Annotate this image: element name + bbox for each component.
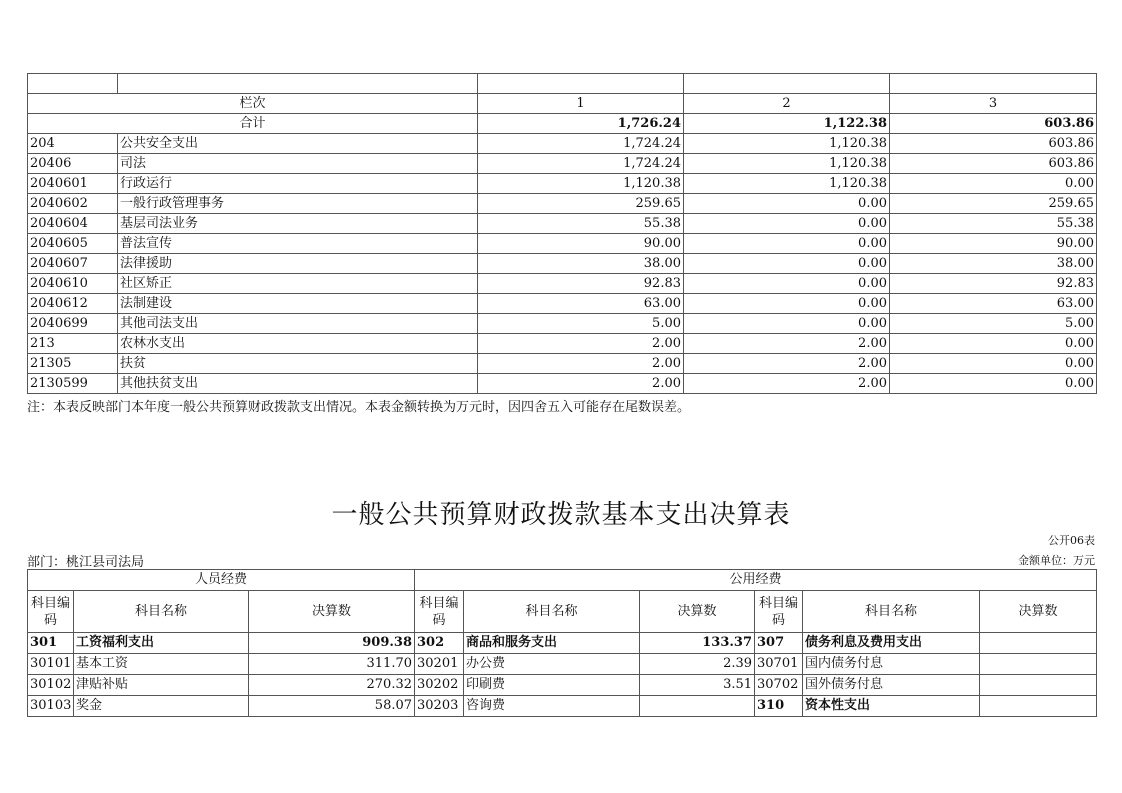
cell-c-code: 30702: [755, 675, 803, 696]
cell-c1: 1,724.24: [478, 154, 684, 174]
table-row: [28, 134, 1097, 154]
cell-c2: 2.00: [684, 354, 890, 374]
cell-c-amt: [980, 696, 1097, 717]
cell-c2: 2.00: [684, 334, 890, 354]
cell-c-amt: [980, 654, 1097, 675]
cell-b-amt: [640, 696, 755, 717]
column-number-row: [28, 94, 1097, 114]
total-row: [28, 114, 1097, 134]
cell-c1: 92.83: [478, 274, 684, 294]
cell-name: 普法宣传: [118, 234, 478, 254]
cell-c2: 0.00: [684, 294, 890, 314]
cell-c1: 2.00: [478, 354, 684, 374]
cell-b-amt: 3.51: [640, 675, 755, 696]
cell-c3: 603.86: [890, 154, 1097, 174]
cell-c3: 5.00: [890, 314, 1097, 334]
cell-c-name: 债务利息及费用支出: [803, 633, 980, 654]
cell-c3: 0.00: [890, 334, 1097, 354]
table-row: [28, 274, 1097, 294]
cell-b-amt: 2.39: [640, 654, 755, 675]
cell-c-code: 30701: [755, 654, 803, 675]
cell-code: 2040612: [28, 294, 118, 314]
expenditure-table: [27, 73, 1097, 394]
cell-a-code: 30102: [28, 675, 74, 696]
cell-code: 2040699: [28, 314, 118, 334]
table-row: [28, 234, 1097, 254]
cell-c2: 0.00: [684, 314, 890, 334]
cell-code: 2040601: [28, 174, 118, 194]
cell-b-code: 30202: [415, 675, 464, 696]
table-row: [28, 696, 1097, 717]
cell-a-name: 津贴补贴: [74, 675, 249, 696]
cell-c-code: 310: [755, 696, 803, 717]
cell-c1: 2.00: [478, 374, 684, 394]
column-number-2: 2: [684, 94, 890, 114]
table-row: [28, 214, 1097, 234]
cell-c-code: 307: [755, 633, 803, 654]
cell-b-amt: 133.37: [640, 633, 755, 654]
cell-code: 21305: [28, 354, 118, 374]
cell-c2: 0.00: [684, 254, 890, 274]
col-amount-header: 决算数: [980, 591, 1097, 633]
unit-label: 金额单位：万元: [1018, 554, 1095, 567]
cell-a-amt: 311.70: [249, 654, 415, 675]
table-row: [28, 654, 1097, 675]
column-number-1: 1: [478, 94, 684, 114]
cell-code: 213: [28, 334, 118, 354]
cell-code: 2040610: [28, 274, 118, 294]
cell-c3: 90.00: [890, 234, 1097, 254]
cell-name: 其他扶贫支出: [118, 374, 478, 394]
cell-code: 204: [28, 134, 118, 154]
cell-name: 农林水支出: [118, 334, 478, 354]
column-index-label: 栏次: [28, 94, 478, 114]
col-name-header: 科目名称: [464, 591, 640, 633]
table-row: [28, 174, 1097, 194]
cell-c2: 0.00: [684, 194, 890, 214]
cell-a-code: 301: [28, 633, 74, 654]
cell-b-code: 30203: [415, 696, 464, 717]
cell-b-name: 咨询费: [464, 696, 640, 717]
total-value-1: 1,726.24: [478, 114, 684, 134]
table-row: [28, 374, 1097, 394]
cell-name: 司法: [118, 154, 478, 174]
col-code-header: 科目编码: [415, 591, 464, 633]
cell-name: 其他司法支出: [118, 314, 478, 334]
table-row: [28, 154, 1097, 174]
cell-name: 社区矫正: [118, 274, 478, 294]
cell-c2: 1,120.38: [684, 134, 890, 154]
cell-name: 公共安全支出: [118, 134, 478, 154]
cell-c3: 0.00: [890, 174, 1097, 194]
cell-a-name: 基本工资: [74, 654, 249, 675]
cell-c2: 0.00: [684, 214, 890, 234]
cell-c-amt: [980, 633, 1097, 654]
table-row: [28, 294, 1097, 314]
cell-c2: 1,120.38: [684, 154, 890, 174]
col-amount-header: 决算数: [249, 591, 415, 633]
table-note: 注：本表反映部门本年度一般公共预算财政拨款支出情况。本表金额转换为万元时，因四舍五入可能存在尾数误差。: [27, 400, 691, 415]
table-row: [28, 254, 1097, 274]
cell-code: 2130599: [28, 374, 118, 394]
table-row: [28, 194, 1097, 214]
cell-c2: 0.00: [684, 274, 890, 294]
total-label: 合计: [28, 114, 478, 134]
cell-a-code: 30103: [28, 696, 74, 717]
cell-code: 2040602: [28, 194, 118, 214]
cell-c1: 55.38: [478, 214, 684, 234]
department-label: 部门：桃江县司法局: [27, 555, 145, 570]
cell-name: 一般行政管理事务: [118, 194, 478, 214]
table-row: [28, 354, 1097, 374]
cell-code: 20406: [28, 154, 118, 174]
group-public: 公用经费: [415, 570, 1097, 591]
cell-c1: 1,120.38: [478, 174, 684, 194]
cell-a-amt: 909.38: [249, 633, 415, 654]
col-name-header: 科目名称: [74, 591, 249, 633]
cell-c3: 259.65: [890, 194, 1097, 214]
col-code-header: 科目编码: [755, 591, 803, 633]
cell-a-amt: 270.32: [249, 675, 415, 696]
group-header-row: [28, 570, 1097, 591]
header-row-top: [28, 74, 1097, 94]
cell-c3: 92.83: [890, 274, 1097, 294]
cell-c-name: 资本性支出: [803, 696, 980, 717]
column-number-3: 3: [890, 94, 1097, 114]
cell-c1: 63.00: [478, 294, 684, 314]
cell-code: 2040607: [28, 254, 118, 274]
column-header-row: [28, 591, 1097, 633]
cell-name: 法律援助: [118, 254, 478, 274]
cell-c3: 0.00: [890, 354, 1097, 374]
cell-c2: 1,120.38: [684, 174, 890, 194]
cell-c3: 0.00: [890, 374, 1097, 394]
cell-code: 2040604: [28, 214, 118, 234]
cell-c-amt: [980, 675, 1097, 696]
cell-c1: 38.00: [478, 254, 684, 274]
cell-c3: 38.00: [890, 254, 1097, 274]
cell-c1: 259.65: [478, 194, 684, 214]
cell-c1: 90.00: [478, 234, 684, 254]
col-name-header: 科目名称: [803, 591, 980, 633]
table-code: 公开06表: [1048, 534, 1095, 547]
cell-a-name: 工资福利支出: [74, 633, 249, 654]
cell-b-name: 办公费: [464, 654, 640, 675]
cell-a-name: 奖金: [74, 696, 249, 717]
table-row: [28, 633, 1097, 654]
total-value-3: 603.86: [890, 114, 1097, 134]
cell-b-name: 印刷费: [464, 675, 640, 696]
total-value-2: 1,122.38: [684, 114, 890, 134]
cell-c1: 5.00: [478, 314, 684, 334]
page-title: 一般公共预算财政拨款基本支出决算表: [331, 500, 791, 530]
cell-a-code: 30101: [28, 654, 74, 675]
table-row: [28, 314, 1097, 334]
table-row: [28, 334, 1097, 354]
cell-c2: 2.00: [684, 374, 890, 394]
group-personnel: 人员经费: [28, 570, 415, 591]
basic-expenditure-table: [27, 569, 1097, 717]
cell-b-name: 商品和服务支出: [464, 633, 640, 654]
cell-code: 2040605: [28, 234, 118, 254]
cell-a-amt: 58.07: [249, 696, 415, 717]
cell-c2: 0.00: [684, 234, 890, 254]
cell-name: 行政运行: [118, 174, 478, 194]
cell-c-name: 国外债务付息: [803, 675, 980, 696]
cell-c3: 603.86: [890, 134, 1097, 154]
cell-c1: 2.00: [478, 334, 684, 354]
cell-name: 基层司法业务: [118, 214, 478, 234]
cell-c3: 63.00: [890, 294, 1097, 314]
cell-c3: 55.38: [890, 214, 1097, 234]
cell-b-code: 302: [415, 633, 464, 654]
col-code-header: 科目编码: [28, 591, 74, 633]
cell-c1: 1,724.24: [478, 134, 684, 154]
col-amount-header: 决算数: [640, 591, 755, 633]
table-row: [28, 675, 1097, 696]
cell-name: 扶贫: [118, 354, 478, 374]
cell-b-code: 30201: [415, 654, 464, 675]
cell-name: 法制建设: [118, 294, 478, 314]
cell-c-name: 国内债务付息: [803, 654, 980, 675]
